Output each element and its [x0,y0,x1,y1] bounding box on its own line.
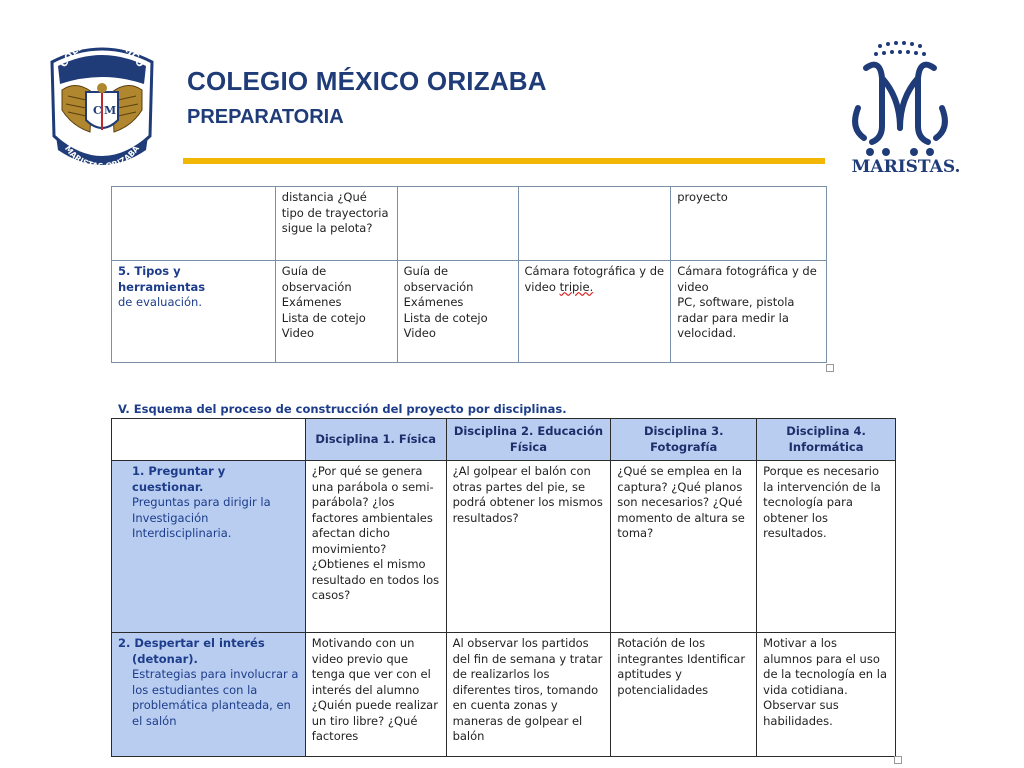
header-discipline-2: Disciplina 2. Educación Física [446,419,611,461]
table-resize-handle[interactable] [826,364,834,372]
row-header-sub: Estrategias para involucrar a los estudiantes con la problemática planteada, en el salón [132,667,299,728]
page-title: COLEGIO MÉXICO ORIZABA [187,66,547,96]
table-cell: ¿Qué se emplea en la captura? ¿Qué planos son necesarios? ¿Qué momento de altura se toma? [611,461,757,633]
row-header-preguntar [112,461,306,633]
cell-line: observación [281,279,352,294]
row-header-title-2: (detonar). [132,651,198,666]
header-discipline-4: Disciplina 4. Informática [757,419,896,461]
table-cell [518,261,671,363]
row-header-evaluation [112,261,276,363]
page-subtitle: PREPARATORIA [187,106,344,128]
maristas-logo [836,38,976,178]
table-row [112,261,827,363]
table-cell [397,187,518,261]
table-row [112,633,896,757]
table-cell: Motivar a los alumnos para el uso de la tecnología en la vida cotidiana. Observar sus habilidades. [757,633,896,757]
cell-line: Lista de cotejo [403,310,488,325]
table-cell [671,261,827,363]
cell-line: Exámenes [403,295,464,309]
table-cell [397,261,518,363]
cell-text-misspelled: tripie. [559,279,594,294]
section-title: V. Esquema del proceso de construcción del proyecto por disciplinas. [118,402,567,416]
cell-line: observación [403,279,474,294]
row-header-title: 1. Preguntar y cuestionar. [132,464,226,494]
table-cell: ¿Por qué se genera una parábola o semi-parábola? ¿los factores ambientales afectan dicho movimiento? ¿Obtienes el mismo resultado en todos los casos? [305,461,446,633]
colegio-mexico-crest-logo [46,40,158,172]
cell-line: Cámara fotográfica y de video [677,264,817,294]
cell-line: Exámenes [281,295,342,309]
table-cell: ¿Al golpear el balón con otras partes del pie, se podrá obtener los mismos resultados? [446,461,611,633]
table-resize-handle[interactable] [894,756,902,764]
cell-text: Cámara fotográfica y de video [524,264,665,294]
table-cell: Rotación de los integrantes Identificar aptitudes y potencialidades [611,633,757,757]
header-blank [112,419,306,461]
discipline-table [111,418,896,757]
table-cell: Porque es necesario la intervención de la tecnología para obtener los resultados. [757,461,896,633]
table-cell [518,187,671,261]
table-cell: Al observar los partidos del fin de semana y tratar de realizarlos los diferentes tiros, tomando en cuenta zonas y maneras de golpear el balón [446,633,611,757]
svg-text:M: M [104,104,117,117]
cell-line: Video [281,326,315,340]
table-cell [275,261,397,363]
table-cell: Motivando con un video previo que tenga que ver con el interés del alumno ¿Quién puede realizar un tiro libre? ¿Qué factores [305,633,446,757]
row-header-despertar [112,633,306,757]
table-row [112,461,896,633]
maristas-wordmark: MARISTAS. [851,157,961,177]
svg-text:C: C [93,104,102,117]
table-row [112,187,827,261]
cell-line: Guía de [281,264,327,278]
table-header-row [112,419,896,461]
row-header-sub: de evaluación. [118,295,202,309]
table-cell: proyecto [671,187,827,261]
svg-text:MARISTAS ORIZABA: MARISTAS ORIZABA [62,144,142,171]
svg-text:COLEGIO MEXICO: COLEGIO MEXICO [58,40,146,70]
title-underline [183,158,825,164]
row-header-title: 2. Despertar el interés [118,636,265,650]
header-discipline-1: Disciplina 1. Física [305,419,446,461]
table-cell: distancia ¿Qué tipo de trayectoria sigue la pelota? [275,187,397,261]
cell-line: Video [403,326,436,340]
row-header-sub: Preguntas para dirigir la Investigación Interdisciplinaria. [132,495,271,540]
evaluation-table [111,186,827,363]
header-discipline-3: Disciplina 3. Fotografía [611,419,757,461]
cell-line: PC, software, pistola radar para medir la velocidad. [677,295,795,340]
row-header-title: 5. Tipos y herramientas [118,264,206,294]
table-cell [112,187,276,261]
cell-line: Guía de [403,264,449,278]
cell-line: Lista de cotejo [281,310,366,325]
